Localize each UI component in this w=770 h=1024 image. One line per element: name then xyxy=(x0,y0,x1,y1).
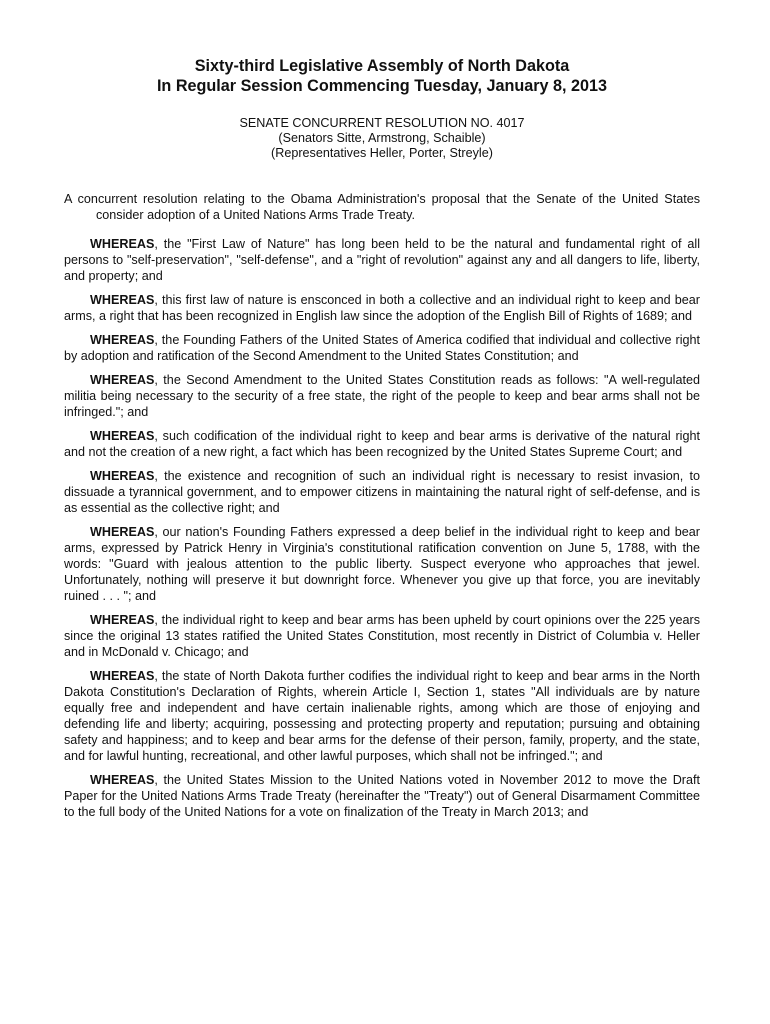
whereas-keyword: WHEREAS xyxy=(90,668,155,683)
whereas-keyword: WHEREAS xyxy=(90,612,155,627)
whereas-clause xyxy=(64,612,700,660)
whereas-keyword: WHEREAS xyxy=(90,772,155,787)
whereas-clause xyxy=(64,428,700,460)
whereas-clause xyxy=(64,372,700,420)
whereas-keyword: WHEREAS xyxy=(90,236,155,251)
whereas-text: , the United States Mission to the United Nations voted in November 2012 to move the Draft Paper for the United Nations Arms Trade Treaty (hereinafter the "Treaty") out of General Disarmament Committee to the full body of the United Nations for a vote on finalization of the Treaty in March 2013; and xyxy=(64,772,700,819)
resolution-number: SENATE CONCURRENT RESOLUTION NO. 4017 xyxy=(239,116,525,130)
whereas-keyword: WHEREAS xyxy=(90,332,155,347)
whereas-text: , the state of North Dakota further codifies the individual right to keep and bear arms in the North Dakota Constitution's Declaration of Rights, wherein Article I, Section 1, states "All individuals are by nature equally free and independent and have certain inalienable rights, among which are those of enjoying and defending life and liberty; acquiring, possessing and protecting property and reputation; pursuing and obtaining safety and happiness; and to keep and bear arms for the defense of their person, family, property, and the state, and for lawful hunting, recreational, and other lawful purposes, which shall not be infringed."; and xyxy=(64,668,700,763)
whereas-text: , the existence and recognition of such an individual right is necessary to resist invasion, to dissuade a tyrannical government, and to empower citizens in maintaining the natural right of self-defense, and is as essential as the collective right; and xyxy=(64,468,700,515)
whereas-keyword: WHEREAS xyxy=(90,292,155,307)
whereas-clause xyxy=(64,772,700,820)
document-page xyxy=(64,56,700,828)
resolution-representatives: (Representatives Heller, Porter, Streyle) xyxy=(271,146,493,160)
whereas-text: , the Founding Fathers of the United States of America codified that individual and collective right by adoption and ratification of the Second Amendment to the United States Constitution; and xyxy=(64,332,700,363)
whereas-keyword: WHEREAS xyxy=(90,524,155,539)
whereas-clause xyxy=(64,524,700,604)
whereas-clauses xyxy=(64,236,700,820)
whereas-clause xyxy=(64,236,700,284)
whereas-clause xyxy=(64,668,700,764)
whereas-keyword: WHEREAS xyxy=(90,372,155,387)
whereas-clause xyxy=(64,292,700,324)
whereas-text: , the Second Amendment to the United States Constitution reads as follows: "A well-regulated militia being necessary to the security of a free state, the right of the people to keep and bear arms shall not be infringed."; and xyxy=(64,372,700,419)
whereas-keyword: WHEREAS xyxy=(90,468,155,483)
resolution-block xyxy=(64,116,700,161)
assembly-heading-line-1: Sixty-third Legislative Assembly of North Dakota xyxy=(194,57,570,75)
whereas-text: , our nation's Founding Fathers expressed a deep belief in the individual right to keep and bear arms, expressed by Patrick Henry in Virginia's constitutional ratification convention on June 5, 1788, with the words: "Guard with jealous attention to the public liberty. Suspect everyone who approaches that jewel. Unfortunately, nothing will preserve it but downright force. Whenever you give up that force, you are inevitably ruined . . . "; and xyxy=(64,524,700,603)
whereas-clause xyxy=(64,468,700,516)
resolution-senators: (Senators Sitte, Armstrong, Schaible) xyxy=(278,131,486,145)
whereas-keyword: WHEREAS xyxy=(90,428,155,443)
resolution-summary: A concurrent resolution relating to the Obama Administration's proposal that the Senate of the United States consider adoption of a United Nations Arms Trade Treaty. xyxy=(64,192,700,222)
whereas-clause xyxy=(64,332,700,364)
whereas-text: , the "First Law of Nature" has long been held to be the natural and fundamental right of all persons to "self-preservation", "self-defense", and a "right of revolution" against any and all dangers to life, liberty, and property; and xyxy=(64,236,700,283)
whereas-text: , such codification of the individual right to keep and bear arms is derivative of the natural right and not the creation of a new right, a fact which has been recognized by the United States Supreme Court; and xyxy=(64,428,700,459)
whereas-text: , this first law of nature is ensconced in both a collective and an individual right to keep and bear arms, a right that has been recognized in English law since the adoption of the English Bill of Rights of 1689; and xyxy=(64,292,700,323)
whereas-text: , the individual right to keep and bear arms has been upheld by court opinions over the 225 years since the original 13 states ratified the United States Constitution, most recently in District of Columbia v. Heller and in McDonald v. Chicago; and xyxy=(64,612,700,659)
assembly-heading-line-2: In Regular Session Commencing Tuesday, January 8, 2013 xyxy=(156,77,608,95)
